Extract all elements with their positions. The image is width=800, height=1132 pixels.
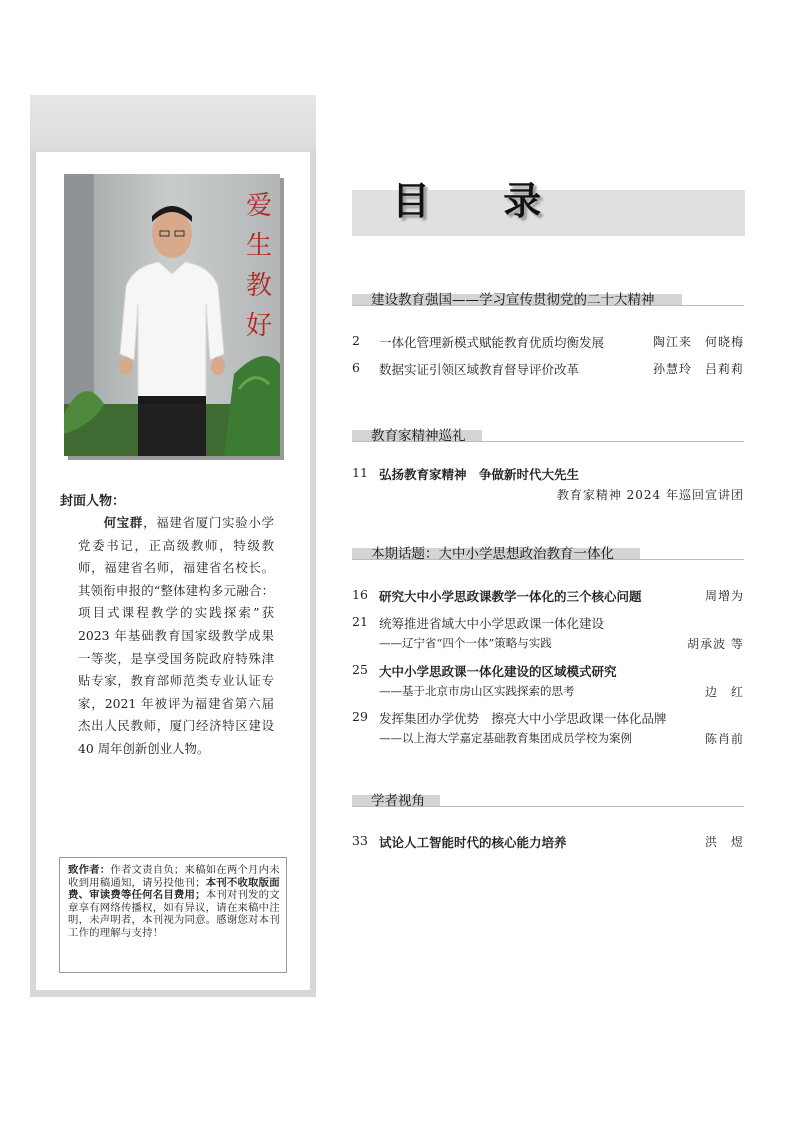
toc-article-authors: 教育家精神 2024 年巡回宣讲团 (556, 488, 744, 502)
toc-page-number: 2 (352, 333, 360, 348)
toc-article-title: 大中小学思政课一体化建设的区域模式研究 (379, 664, 617, 679)
notice-part2: 本刊对刊发的文章享有网络传播权，如有异议，请在来稿中注明，未声明者，本刊视为同意。感谢您对本刊工作的理解与支持！ (68, 889, 280, 939)
section-title: 建设教育强国——学习宣传贯彻党的二十大精神 (371, 292, 655, 308)
cover-photo (64, 174, 280, 456)
toc-article-title: 研究大中小学思政课教学一体化的三个核心问题 (379, 589, 642, 604)
toc-article-title: 弘扬教育家精神 争做新时代大先生 (379, 467, 580, 482)
cover-photo-illustration (64, 174, 280, 456)
toc-article-authors: 孙慧玲 吕莉莉 (652, 362, 744, 376)
notice-lead: 致作者： (68, 864, 111, 876)
toc-page-number: 21 (352, 614, 368, 629)
toc-page-number: 6 (352, 360, 360, 375)
notice-part1: 作者文责自负；来稿如在两个月内未收到用稿通知，请另投他刊； (68, 864, 280, 889)
toc-title: 目 录 (392, 179, 572, 223)
section-title: 教育家精神巡礼 (371, 428, 466, 444)
section-title: 本期话题：大中小学思想政治教育一体化 (371, 546, 614, 562)
toc-article-authors: 周增为 (704, 589, 744, 603)
toc-article-authors: 边 红 (704, 685, 744, 699)
toc-article-title: 数据实证引领区域教育督导评价改革 (379, 362, 580, 377)
toc-article-authors: 陈肖前 (704, 732, 744, 746)
toc-page-number: 29 (352, 709, 368, 724)
notice-bold: 本刊不收取版面费、审读费等任何名目费用； (68, 876, 280, 902)
sidebar-header-band (30, 95, 316, 150)
toc-page-number: 16 (352, 587, 368, 602)
calligraphy-char-2: 生 (246, 231, 273, 261)
toc-article-title: 一体化管理新模式赋能教育优质均衡发展 (379, 335, 605, 350)
section-title: 学者视角 (371, 793, 425, 809)
toc-article-title: 试论人工智能时代的核心能力培养 (379, 835, 567, 850)
toc-article-title: 统筹推进省域大中小学思政课一体化建设 (379, 616, 605, 631)
toc-page-number: 11 (352, 465, 368, 480)
toc-page-number: 33 (352, 833, 368, 848)
toc-article-authors: 陶江来 何晓梅 (652, 335, 744, 349)
toc-article-subtitle: ——以上海大学嘉定基础教育集团成员学校为案例 (379, 731, 632, 745)
cover-label: 封面人物： (60, 494, 126, 509)
toc-article-subtitle: ——辽宁省“四个一体”策略与实践 (379, 636, 552, 650)
toc-article-title: 发挥集团办学优势 擦亮大中小学思政课一体化品牌 (379, 711, 667, 726)
cover-description (78, 512, 274, 761)
author-notice-text (68, 864, 282, 940)
cover-person-bio: ，福建省厦门实验小学党委书记，正高级教师，特级教师，福建省名师，福建省名校长。其领衔申报的“整体建构多元融合：项目式课程教学的实践探索”获 2023 年基础教育国家级教学成果一等奖，是享受国务院政府特殊津贴专家，教育部师范类专业认证专家，2021 年被评为福建省第六届杰出人民教师，厦门经济特区建设 40 周年创新创业人物。 (78, 515, 275, 756)
cover-person-name: 何宝群 (102, 515, 144, 530)
toc-page-number: 25 (352, 662, 368, 677)
calligraphy-char-1: 爱 (246, 191, 273, 221)
toc-article-authors: 洪 煜 (704, 835, 744, 849)
toc-article-authors: 胡承波 等 (687, 637, 744, 651)
calligraphy-char-3: 教 (246, 271, 273, 301)
calligraphy-char-4: 好 (246, 311, 273, 341)
toc-article-subtitle: ——基于北京市房山区实践探索的思考 (379, 684, 575, 698)
